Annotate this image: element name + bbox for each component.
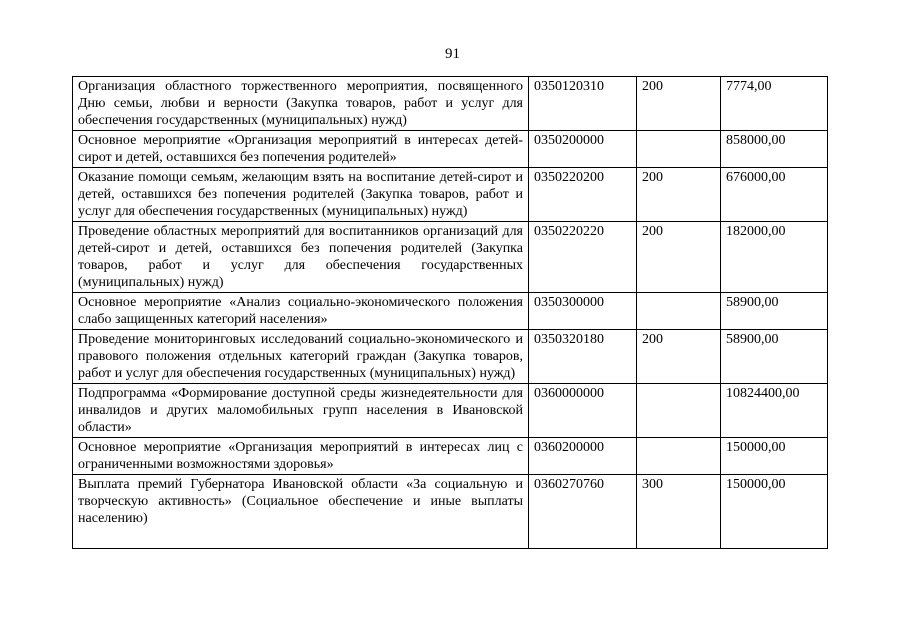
table-row xyxy=(73,330,828,384)
expense-type: 300 xyxy=(637,475,721,549)
page-number: 91 xyxy=(445,46,460,62)
target-code: 0350220200 xyxy=(529,168,637,222)
item-name: Подпрограмма «Формирование доступной среды жизнедеятельности для инвалидов и других маломобильных групп населения в Ивановской области» xyxy=(73,384,529,438)
target-code: 0350300000 xyxy=(529,293,637,330)
table-row xyxy=(73,384,828,438)
item-name: Основное мероприятие «Организация мероприятий в интересах детей-сирот и детей, оставшихся без попечения родителей» xyxy=(73,131,529,168)
amount: 858000,00 xyxy=(721,131,828,168)
table-row xyxy=(73,293,828,330)
expense-type xyxy=(637,384,721,438)
item-name: Проведение мониторинговых исследований социально-экономического и правового положения отдельных категорий граждан (Закупка товаров, работ и услуг для обеспечения государственных (муниципальных) нужд) xyxy=(73,330,529,384)
target-code: 0360270760 xyxy=(529,475,637,549)
target-code: 0360200000 xyxy=(529,438,637,475)
table-row xyxy=(73,131,828,168)
amount: 58900,00 xyxy=(721,330,828,384)
item-name: Выплата премий Губернатора Ивановской области «За социальную и творческую активность» (Социальное обеспечение и иные выплаты населению) xyxy=(73,475,529,549)
item-name: Оказание помощи семьям, желающим взять на воспитание детей-сирот и детей, оставшихся без попечения родителей (Закупка товаров, работ и услуг для обеспечения государственных (муниципальных) нужд) xyxy=(73,168,529,222)
amount: 150000,00 xyxy=(721,438,828,475)
table-row xyxy=(73,168,828,222)
item-name: Проведение областных мероприятий для воспитанников организаций для детей-сирот и детей, оставшихся без попечения родителей (Закупка товаров, работ и услуг для обеспечения государственных (муниципальных) нужд) xyxy=(73,222,529,293)
table-row xyxy=(73,438,828,475)
table-row xyxy=(73,475,828,549)
target-code: 0350220220 xyxy=(529,222,637,293)
table-row xyxy=(73,77,828,131)
budget-table xyxy=(72,76,828,549)
amount: 676000,00 xyxy=(721,168,828,222)
expense-type: 200 xyxy=(637,168,721,222)
expense-type xyxy=(637,131,721,168)
amount: 7774,00 xyxy=(721,77,828,131)
amount: 58900,00 xyxy=(721,293,828,330)
expense-type: 200 xyxy=(637,222,721,293)
amount: 10824400,00 xyxy=(721,384,828,438)
item-name: Основное мероприятие «Анализ социально-экономического положения слабо защищенных категорий населения» xyxy=(73,293,529,330)
expense-type xyxy=(637,438,721,475)
amount: 150000,00 xyxy=(721,475,828,549)
item-name: Основное мероприятие «Организация мероприятий в интересах лиц с ограниченными возможностями здоровья» xyxy=(73,438,529,475)
expense-type xyxy=(637,293,721,330)
target-code: 0350200000 xyxy=(529,131,637,168)
table-row xyxy=(73,222,828,293)
target-code: 0360000000 xyxy=(529,384,637,438)
item-name: Организация областного торжественного мероприятия, посвященного Дню семьи, любви и верности (Закупка товаров, работ и услуг для обеспечения государственных (муниципальных) нужд) xyxy=(73,77,529,131)
expense-type: 200 xyxy=(637,77,721,131)
expense-type: 200 xyxy=(637,330,721,384)
target-code: 0350320180 xyxy=(529,330,637,384)
target-code: 0350120310 xyxy=(529,77,637,131)
amount: 182000,00 xyxy=(721,222,828,293)
